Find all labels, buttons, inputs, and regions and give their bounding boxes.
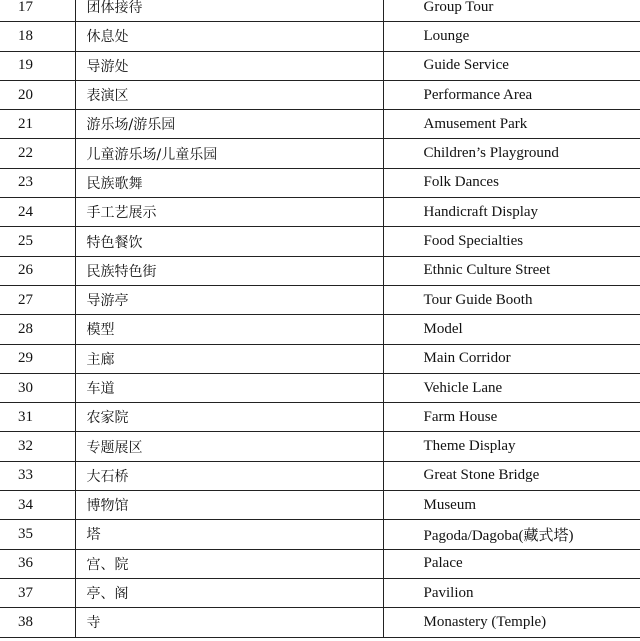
row-number-cell: 27 bbox=[0, 285, 75, 314]
chinese-term-cell: 专题展区 bbox=[75, 432, 383, 461]
row-number-cell: 29 bbox=[0, 344, 75, 373]
english-term-cell: Pagoda/Dagoba(藏式塔) bbox=[383, 520, 640, 549]
chinese-term-cell: 寺 bbox=[75, 608, 383, 637]
english-term-cell: Handicraft Display bbox=[383, 198, 640, 227]
table-row bbox=[0, 461, 640, 490]
table-row bbox=[0, 256, 640, 285]
chinese-term-cell: 亭、阁 bbox=[75, 578, 383, 607]
row-number-cell: 19 bbox=[0, 51, 75, 80]
english-term-cell: Food Specialties bbox=[383, 227, 640, 256]
chinese-term-cell: 手工艺展示 bbox=[75, 198, 383, 227]
chinese-term-cell: 游乐场/游乐园 bbox=[75, 110, 383, 139]
chinese-term-cell: 表演区 bbox=[75, 80, 383, 109]
table-row bbox=[0, 432, 640, 461]
chinese-term-cell: 特色餐饮 bbox=[75, 227, 383, 256]
english-term-cell: Farm House bbox=[383, 403, 640, 432]
chinese-term-cell: 民族歌舞 bbox=[75, 168, 383, 197]
table-row bbox=[0, 139, 640, 168]
row-number-cell: 26 bbox=[0, 256, 75, 285]
english-term-cell: Palace bbox=[383, 549, 640, 578]
english-term-cell: Main Corridor bbox=[383, 344, 640, 373]
chinese-term-cell: 儿童游乐场/儿童乐园 bbox=[75, 139, 383, 168]
chinese-term-cell: 导游处 bbox=[75, 51, 383, 80]
table-row bbox=[0, 285, 640, 314]
chinese-term-cell: 塔 bbox=[75, 520, 383, 549]
chinese-term-cell: 博物馆 bbox=[75, 491, 383, 520]
row-number-cell: 25 bbox=[0, 227, 75, 256]
row-number-cell: 37 bbox=[0, 578, 75, 607]
table-row bbox=[0, 520, 640, 549]
english-term-cell: Guide Service bbox=[383, 51, 640, 80]
row-number-cell: 34 bbox=[0, 491, 75, 520]
row-number-cell: 18 bbox=[0, 22, 75, 51]
row-number-cell: 24 bbox=[0, 198, 75, 227]
table-row bbox=[0, 168, 640, 197]
chinese-term-cell: 车道 bbox=[75, 373, 383, 402]
row-number-cell: 32 bbox=[0, 432, 75, 461]
chinese-term-cell: 宫、院 bbox=[75, 549, 383, 578]
table-row bbox=[0, 198, 640, 227]
chinese-term-cell: 模型 bbox=[75, 315, 383, 344]
english-term-cell: Amusement Park bbox=[383, 110, 640, 139]
row-number-cell: 31 bbox=[0, 403, 75, 432]
table-row bbox=[0, 110, 640, 139]
row-number-cell: 36 bbox=[0, 549, 75, 578]
row-number-cell: 33 bbox=[0, 461, 75, 490]
table-row bbox=[0, 403, 640, 432]
table-row bbox=[0, 0, 640, 22]
english-term-cell: Lounge bbox=[383, 22, 640, 51]
table-row bbox=[0, 344, 640, 373]
row-number-cell: 38 bbox=[0, 608, 75, 637]
english-term-cell: Great Stone Bridge bbox=[383, 461, 640, 490]
row-number-cell: 20 bbox=[0, 80, 75, 109]
english-term-cell: Children’s Playground bbox=[383, 139, 640, 168]
table-row bbox=[0, 549, 640, 578]
english-term-cell: Museum bbox=[383, 491, 640, 520]
english-term-cell: Group Tour bbox=[383, 0, 640, 22]
chinese-term-cell: 休息处 bbox=[75, 22, 383, 51]
english-term-cell: Vehicle Lane bbox=[383, 373, 640, 402]
english-term-cell: Ethnic Culture Street bbox=[383, 256, 640, 285]
english-term-cell: Tour Guide Booth bbox=[383, 285, 640, 314]
english-term-cell: Folk Dances bbox=[383, 168, 640, 197]
table-row bbox=[0, 315, 640, 344]
row-number-cell: 17 bbox=[0, 0, 75, 22]
row-number-cell: 30 bbox=[0, 373, 75, 402]
table-row bbox=[0, 373, 640, 402]
row-number-cell: 23 bbox=[0, 168, 75, 197]
chinese-term-cell: 主廊 bbox=[75, 344, 383, 373]
table-row bbox=[0, 227, 640, 256]
english-term-cell: Model bbox=[383, 315, 640, 344]
row-number-cell: 28 bbox=[0, 315, 75, 344]
table-row bbox=[0, 22, 640, 51]
chinese-term-cell: 导游亭 bbox=[75, 285, 383, 314]
chinese-term-cell: 农家院 bbox=[75, 403, 383, 432]
table-row bbox=[0, 491, 640, 520]
table-row bbox=[0, 51, 640, 80]
row-number-cell: 35 bbox=[0, 520, 75, 549]
chinese-term-cell: 大石桥 bbox=[75, 461, 383, 490]
chinese-term-cell: 民族特色街 bbox=[75, 256, 383, 285]
english-term-cell: Monastery (Temple) bbox=[383, 608, 640, 637]
english-term-cell: Theme Display bbox=[383, 432, 640, 461]
row-number-cell: 22 bbox=[0, 139, 75, 168]
english-term-cell: Pavilion bbox=[383, 578, 640, 607]
row-number-cell: 21 bbox=[0, 110, 75, 139]
table-row bbox=[0, 578, 640, 607]
english-term-cell: Performance Area bbox=[383, 80, 640, 109]
table-row bbox=[0, 80, 640, 109]
table-row bbox=[0, 608, 640, 637]
chinese-term-cell: 团体接待 bbox=[75, 0, 383, 22]
